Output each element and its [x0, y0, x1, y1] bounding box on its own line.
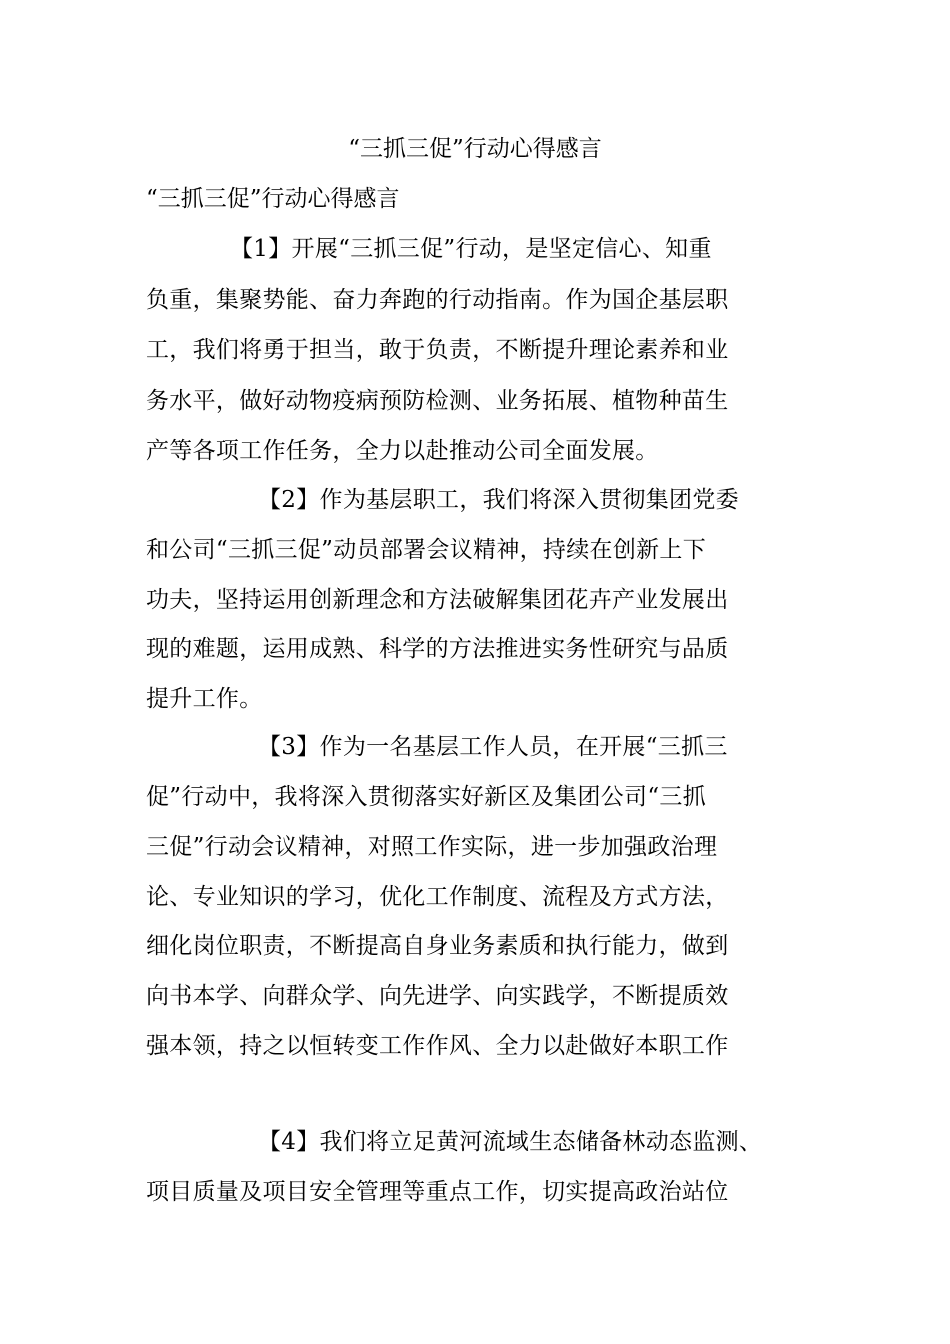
paragraph-line: 论、专业知识的学习，优化工作制度、流程及方式方法， [146, 884, 729, 910]
paragraph-line: 产等各项工作任务，全力以赴推动公司全面发展。 [146, 438, 659, 464]
document-title: “三抓三促”行动心得感言 [348, 136, 602, 162]
paragraph-line: 细化岗位职责，不断提高自身业务素质和执行能力，做到 [146, 933, 729, 959]
paragraph-line: 向书本学、向群众学、向先进学、向实践学，不断提质效 [146, 983, 729, 1009]
paragraph-line: 提升工作。 [146, 686, 263, 712]
paragraph-line: 现的难题，运用成熟、科学的方法推进实务性研究与品质 [146, 636, 729, 662]
paragraph-line: 工，我们将勇于担当，敢于负责，不断提升理论素养和业 [146, 337, 729, 363]
paragraph-line: 和公司“三抓三促”动员部署会议精神，持续在创新上下 [146, 537, 707, 563]
paragraph-line: 负重，集聚势能、奋力奔跑的行动指南。作为国企基层职 [146, 287, 729, 313]
paragraph-line: 【4】我们将立足黄河流域生态储备林动态监测、 [258, 1129, 763, 1155]
paragraph-line: 强本领，持之以恒转变工作作风、全力以赴做好本职工作 [146, 1033, 729, 1059]
paragraph-line: 功夫，坚持运用创新理念和方法破解集团花卉产业发展出 [146, 587, 729, 613]
document-subtitle: “三抓三促”行动心得感言 [146, 186, 400, 212]
paragraph-line: 【1】开展“三抓三促”行动，是坚定信心、知重 [230, 236, 712, 262]
paragraph-line: 【3】作为一名基层工作人员，在开展“三抓三 [258, 734, 728, 760]
paragraph-line: 【2】作为基层职工，我们将深入贯彻集团党委 [258, 487, 739, 513]
paragraph-line: 三促”行动会议精神，对照工作实际，进一步加强政治理 [146, 834, 718, 860]
paragraph-line: 促”行动中，我将深入贯彻落实好新区及集团公司“三抓 [146, 784, 707, 810]
paragraph-line: 务水平，做好动物疫病预防检测、业务拓展、植物种苗生 [146, 388, 729, 414]
paragraph-line: 项目质量及项目安全管理等重点工作，切实提高政治站位 [146, 1179, 729, 1205]
